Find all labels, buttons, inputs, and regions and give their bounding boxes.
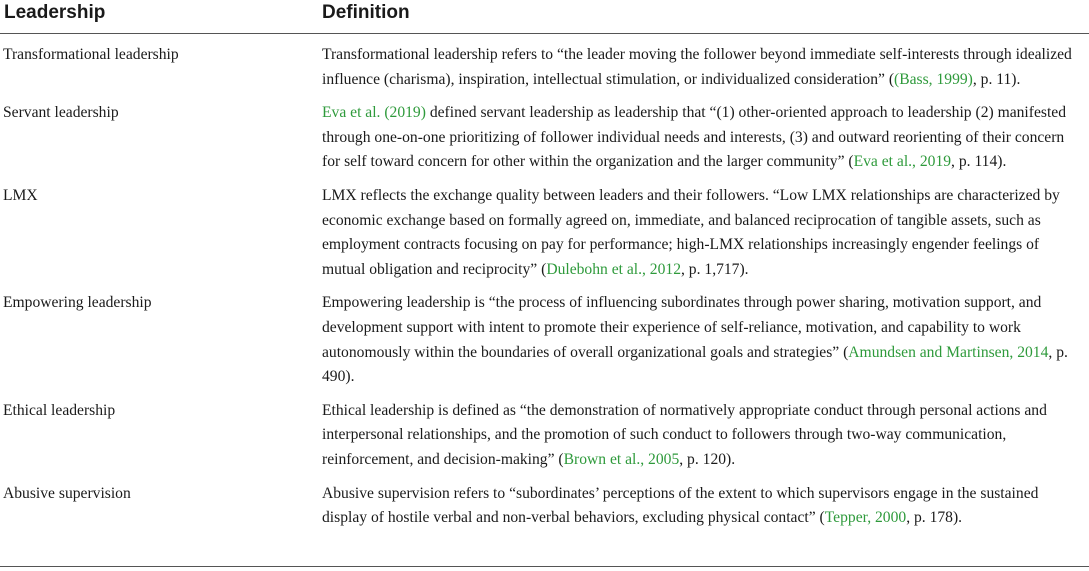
citation-link[interactable]: Eva et al. (2019): [322, 104, 426, 122]
table-header-row: [0, 0, 1089, 34]
citation-link[interactable]: Dulebohn et al., 2012: [546, 260, 681, 278]
table-row: [0, 282, 1089, 389]
definition-text: , p. 490).: [322, 343, 1068, 386]
leadership-definition: [318, 282, 1089, 389]
citation-link[interactable]: Amundsen and Martinsen, 2014: [848, 343, 1049, 361]
table-bottom-rule: [0, 566, 1089, 567]
leadership-definition: [318, 34, 1089, 93]
definition-text: Ethical leadership is defined as “the demonstration of normatively appropriate conduct through personal actions and interpersonal relationships, and the promotion of such conduct to followers through two-way communication, reinforcement, and decision-making” (: [322, 401, 1047, 468]
leadership-definition: [318, 92, 1089, 175]
definition-text: , p. 1,717).: [681, 260, 749, 278]
definition-text: , p. 11).: [972, 70, 1021, 88]
leadership-definition: [318, 390, 1089, 473]
definition-text: , p. 120).: [679, 450, 736, 468]
leadership-term: Transformational leadership: [3, 46, 179, 63]
citation-link[interactable]: Tepper, 2000: [824, 509, 907, 527]
citation-link[interactable]: Brown et al., 2005: [563, 450, 680, 468]
header-definition: Definition: [318, 0, 1089, 34]
leadership-term: Servant leadership: [3, 104, 119, 122]
table-row: [0, 390, 1089, 473]
definition-text: , p. 114).: [951, 153, 1007, 171]
table-row: [0, 34, 1089, 93]
header-leadership: Leadership: [0, 0, 318, 34]
leadership-term: Empowering leadership: [3, 294, 152, 312]
definition-text: Transformational leadership refers to “the leader moving the follower beyond immediate self-interests through idealized influence (charisma), inspiration, intellectual stimulation, or individualized consideration” (: [322, 46, 1072, 88]
leadership-term: Abusive supervision: [3, 484, 131, 502]
definition-text: Abusive supervision refers to “subordinates’ perceptions of the extent to which supervisors engage in the sustained display of hostile verbal and non-verbal behaviors, excluding physical contact” (: [322, 484, 1039, 527]
table-body: [0, 34, 1089, 531]
leadership-definition: [318, 473, 1089, 531]
definition-text: defined servant leadership as leadership that “(1) other-oriented approach to leadership (2) manifested through one-on-one prioritizing of follower individual needs and interests, (3) and outward reorienting of their concern for self toward concern for other within the organization and the larger community” (: [322, 104, 1066, 171]
definition-text: , p. 178).: [906, 509, 963, 527]
definition-text: LMX reflects the exchange quality between leaders and their followers. “Low LMX relationships are characterized by economic exchange based on formally agreed on, immediate, and balanced reciprocation of tangible assets, such as employment contracts focusing on pay for performance; high-LMX relationships increasingly engender feelings of mutual obligation and reciprocity” (: [322, 186, 1060, 278]
citation-link[interactable]: (Bass, 1999): [894, 70, 973, 88]
leadership-term: Ethical leadership: [3, 401, 116, 419]
table-row: [0, 473, 1089, 531]
leadership-definition: [318, 175, 1089, 282]
table-row: [0, 175, 1089, 282]
definition-text: Empowering leadership is “the process of influencing subordinates through power sharing, motivation support, and development support with intent to promote their experience of self-reliance, motivation, and capability to work autonomously within the boundaries of overall organizational goals and strategies” (: [322, 294, 1042, 361]
table-row: [0, 92, 1089, 175]
leadership-term: LMX: [3, 186, 38, 204]
citation-link[interactable]: Eva et al., 2019: [853, 153, 952, 171]
